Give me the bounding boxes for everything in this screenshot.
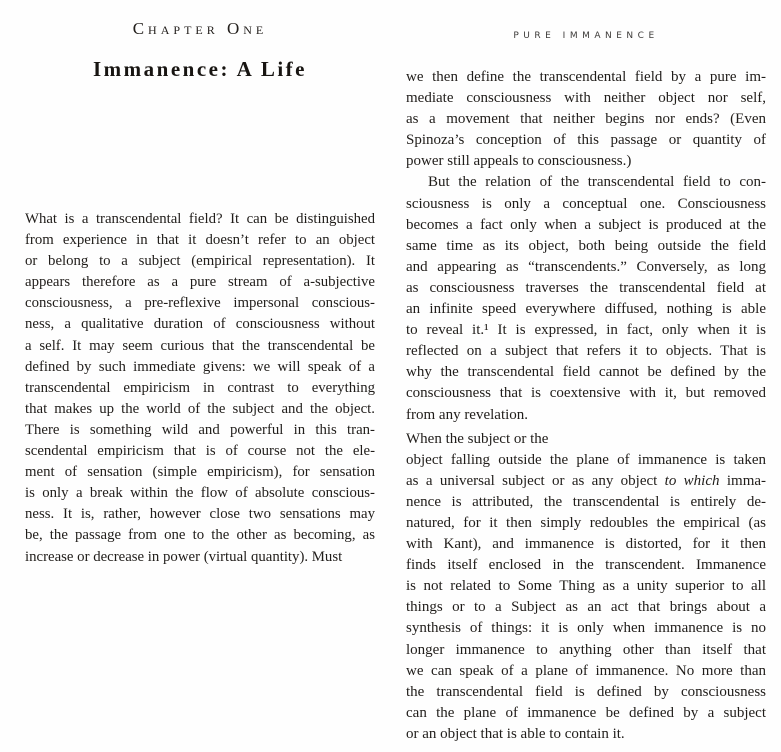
italic-text: to which xyxy=(664,472,720,489)
text-line: as a movement that neither begins nor ends? (Even xyxy=(406,111,766,128)
left-page xyxy=(25,0,375,752)
text-line: ment of sensation (simple empiricism), for sensation xyxy=(25,464,375,481)
text-line: the transcendental field is defined by consciousness xyxy=(406,683,766,700)
text-line: that makes up the world of the subject and the object. xyxy=(25,400,375,417)
text-segment: imma- xyxy=(719,472,767,489)
text-line: nence is attributed, the transcendental is entirely de- xyxy=(406,493,766,510)
text-line: increase or decrease in power (virtual quantity). Must xyxy=(25,548,343,565)
chapter-title: Immanence: A Life xyxy=(93,57,307,81)
text-line: to reveal it.¹ It is expressed, in fact, only when it is xyxy=(406,322,766,339)
paragraph xyxy=(406,67,766,172)
text-line: consciousness, a pre-reflexive impersonal conscious- xyxy=(25,295,375,312)
text-line: and appearing as “transcendents.” Conversely, as long xyxy=(406,258,766,275)
text-line: from experience in that it doesn’t refer to an object xyxy=(25,232,375,249)
text-line: a self. It may seem curious that the transcendental be xyxy=(25,337,375,354)
text-line: defined by such immediate givens: we will speak of a xyxy=(25,358,375,375)
text-segment: When the subject or the xyxy=(406,430,549,447)
text-line: ness. It is, rather, however close two sensations may xyxy=(25,506,375,523)
text-line xyxy=(406,471,766,492)
text-line: or an object that is able to contain it. xyxy=(406,725,625,742)
text-line: becomes a fact only when a subject is produced at the xyxy=(406,216,766,233)
text-segment: as a universal subject or as any object xyxy=(406,472,665,489)
right-page xyxy=(406,0,766,752)
text-line: same time as its object, both being outside the field xyxy=(406,237,766,254)
paragraph xyxy=(406,429,766,745)
text-line: is only a break within the flow of absolute conscious- xyxy=(25,485,375,502)
text-line: finds itself enclosed in the transcendent. Immanence xyxy=(406,557,766,574)
text-line xyxy=(406,429,766,450)
text-line: as consciousness traverses the transcendental field at xyxy=(406,279,766,296)
text-line: sciousness is only a conceptual one. Consciousness xyxy=(406,195,766,212)
text-line: What is a transcendental field? It can be distinguished xyxy=(25,211,375,227)
text-line: power still appeals to consciousness.) xyxy=(406,153,632,170)
paragraph xyxy=(25,209,375,568)
text-line: things or to a Subject as an act that brings about a xyxy=(406,599,766,616)
text-line: longer immanence to anything other than itself that xyxy=(406,641,766,658)
text-line: But the relation of the transcendental field to con- xyxy=(428,174,766,191)
text-line: be, the passage from one to the other as becoming, as xyxy=(25,527,375,544)
paragraph xyxy=(406,172,766,425)
text-line: object falling outside the plane of immanence is taken xyxy=(406,451,766,468)
text-line: can the plane of immanence be defined by a subject xyxy=(406,704,766,721)
text-line: There is something wild and powerful in this tran- xyxy=(25,421,375,438)
chapter-label: Chapter One xyxy=(132,19,268,38)
text-line: with Kant), and immanence is distorted, for it then xyxy=(406,536,766,553)
text-line: appears therefore as a pure stream of a-subjective xyxy=(25,274,375,291)
text-line: an infinite speed everywhere diffused, nothing is able xyxy=(406,301,766,318)
text-line: why the transcendental field cannot be defined by the xyxy=(406,364,766,381)
text-line: mediate consciousness with neither object nor self, xyxy=(406,90,766,107)
text-line: Spinoza’s conception of this passage or quantity of xyxy=(406,132,766,149)
text-line: transcendental empiricism in contrast to everything xyxy=(25,379,375,396)
text-line: natured, for it then simply redoubles the empirical (as xyxy=(406,514,766,531)
text-line: ness, a qualitative duration of consciousness without xyxy=(25,316,375,333)
text-line: we can speak of a plane of immanence. No more than xyxy=(406,662,766,679)
text-line: reflected on a subject that refers it to objects. That is xyxy=(406,343,766,360)
text-line: from any revelation. xyxy=(406,406,529,423)
text-line: scendental empiricism that is of course not the ele- xyxy=(25,443,375,460)
text-line: we then define the transcendental field by a pure im- xyxy=(406,69,766,85)
text-line: or belong to a subject (empirical representation). It xyxy=(25,253,375,270)
right-page-body-text xyxy=(406,67,766,745)
text-line: is not related to Some Thing as a unity superior to all xyxy=(406,578,766,595)
text-line: consciousness that is coextensive with it, but removed xyxy=(406,385,766,402)
left-page-body-text xyxy=(25,209,375,568)
text-line: synthesis of things: it is only when immanence is no xyxy=(406,620,766,637)
running-header: PURE IMMANENCE xyxy=(513,31,659,41)
